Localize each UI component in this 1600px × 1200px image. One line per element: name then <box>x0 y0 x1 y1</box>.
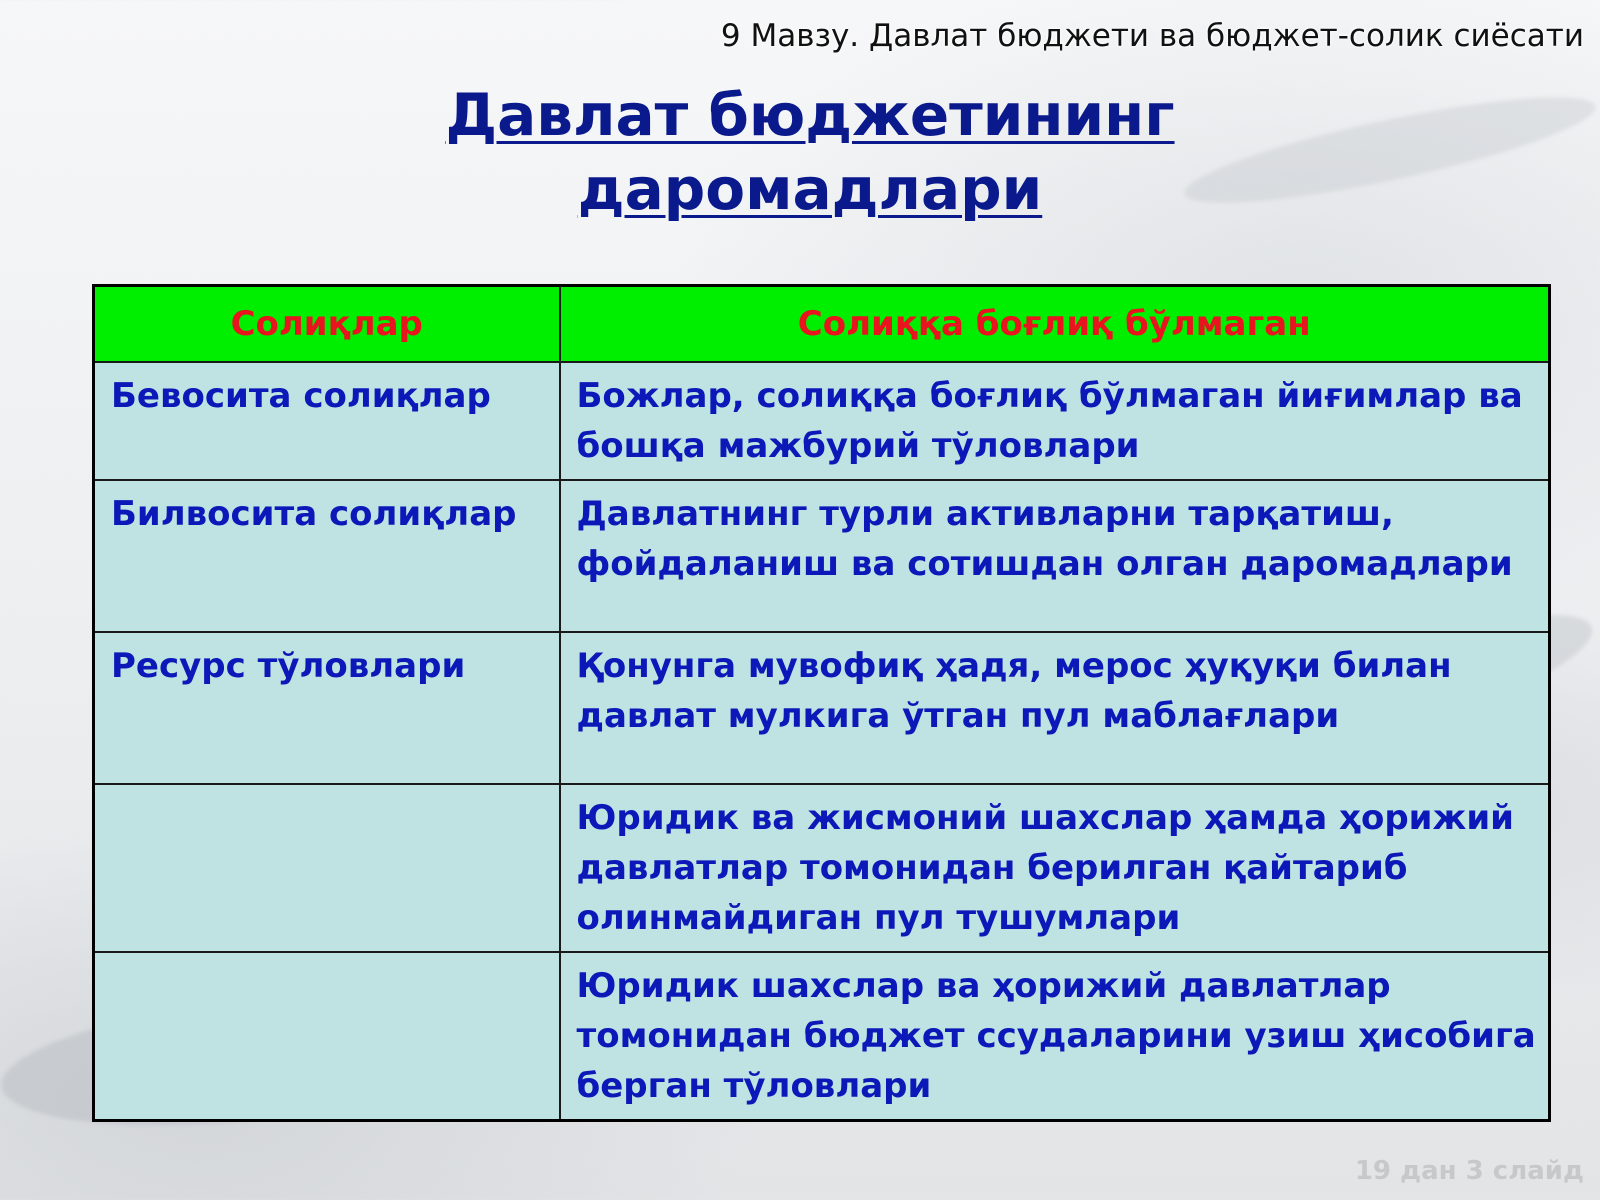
slide-title <box>0 78 1600 226</box>
revenue-table <box>92 284 1551 1122</box>
table-row <box>94 784 1550 952</box>
cell-text: Юридик ва жисмоний шахслар ҳамда ҳорижий давлатлар томонидан берилган қайтариб олинмайдиган пул тушумлари <box>576 798 1514 938</box>
header-non-tax: Солиққа боғлиқ бўлмаган <box>560 286 1550 363</box>
header-taxes: Солиқлар <box>94 286 560 363</box>
cell-text: Юридик шахслар ва ҳорижий давлатлар томонидан бюджет ссудаларини узиш ҳисобига берган тўловлари <box>576 966 1536 1106</box>
table-cell-right <box>560 362 1550 480</box>
cell-text: Давлатнинг турли активларни тарқатиш, фойдаланиш ва сотишдан олган даромадлари <box>576 494 1513 584</box>
cell-text: Қонунга мувофиқ ҳадя, мерос ҳуқуқи билан давлат мулкига ўтган пул маблағлари <box>576 646 1452 736</box>
table-row <box>94 362 1550 480</box>
table-cell-right <box>560 952 1550 1121</box>
table-row <box>94 480 1550 632</box>
topic-header: 9 Мавзу. Давлат бюджети ва бюджет-солик сиёсати <box>720 18 1584 54</box>
cell-text: Ресурс тўловлари <box>111 646 466 686</box>
cell-text: Бевосита солиқлар <box>111 376 491 416</box>
table-cell-left <box>94 784 560 952</box>
cell-text: Божлар, солиққа боғлиқ бўлмаган йиғимлар ва бошқа мажбурий тўловлари <box>576 376 1523 466</box>
slide-title-line-1: Давлат бюджетининг <box>445 81 1175 149</box>
table-cell-left <box>94 480 560 632</box>
slide-counter: 19 дан 3 слайд <box>1354 1156 1584 1186</box>
table-cell-left <box>94 632 560 784</box>
table-cell-left <box>94 952 560 1121</box>
cell-text: Билвосита солиқлар <box>111 494 517 534</box>
slide-title-line-2: даромадлари <box>577 155 1043 223</box>
table-cell-right <box>560 784 1550 952</box>
table-cell-left <box>94 362 560 480</box>
table-row <box>94 952 1550 1121</box>
table-cell-right <box>560 480 1550 632</box>
table-row <box>94 632 1550 784</box>
table-header-row <box>94 286 1550 363</box>
table-cell-right <box>560 632 1550 784</box>
